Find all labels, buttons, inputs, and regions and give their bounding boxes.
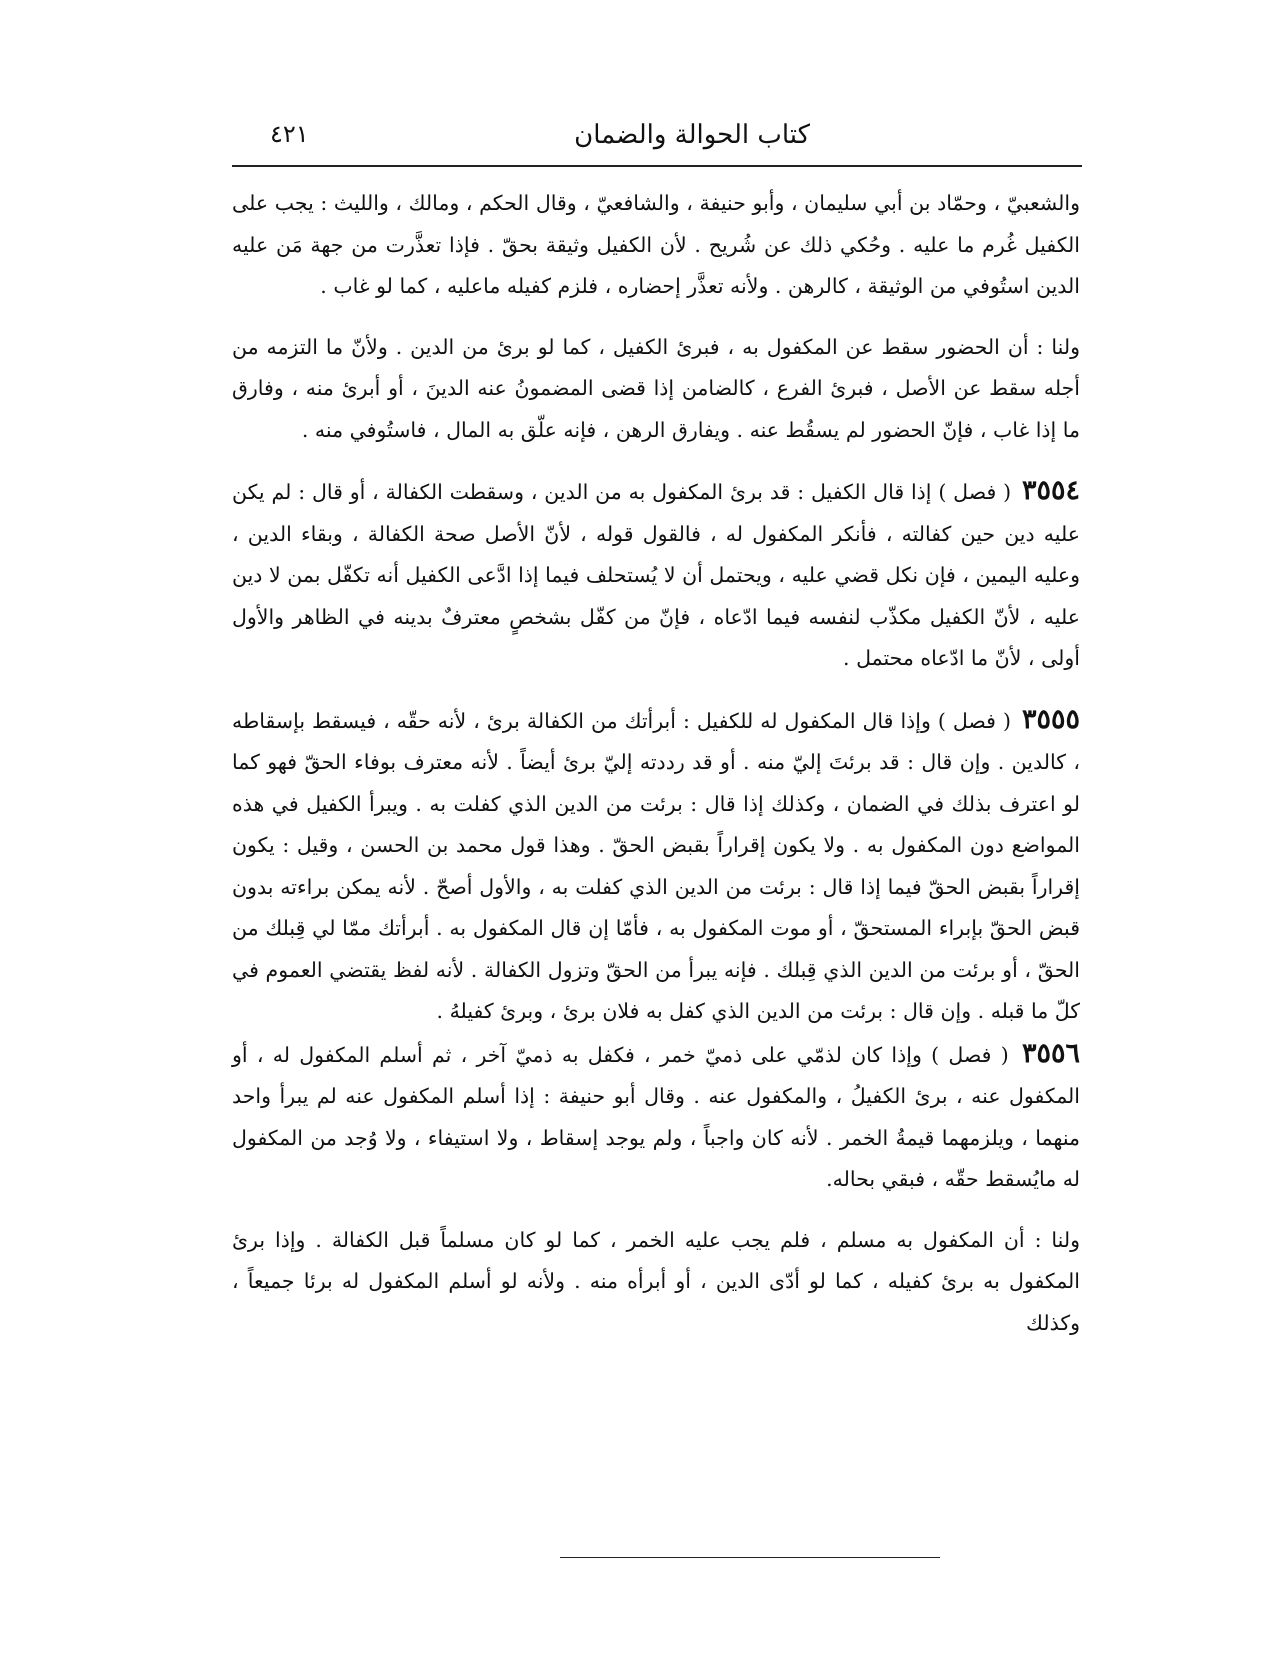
section-number: ٣٥٥٤ bbox=[1021, 475, 1080, 506]
paragraph-text: ولنا : أن الحضور سقط عن المكفول به ، فبرئ الكفيل ، كما لو برئ من الدين . ولأنّ ما التزمه من أجله سقط عن الأصل ، فبرئ الفرع ، كالضامن إذا قضى المضمونُ عنه الدينَ ، أو أبرئ منه ، وفارق ما إذا غاب ، فإنّ الحضور لم يسقُط عنه . ويفارق الرهن ، فإنه علّق به المال ، فاستُوفي منه . bbox=[232, 334, 1080, 442]
running-title: كتاب الحوالة والضمان bbox=[574, 120, 810, 150]
header-rule bbox=[232, 165, 1082, 167]
page-header bbox=[230, 112, 1080, 162]
paragraph-text: ( فصل ) وإذا قال المكفول له للكفيل : أبرأتك من الكفالة برئ ، لأنه حقّه ، فيسقط بإسقاطه ، كالدين . وإن قال : قد برئتَ إليّ منه . أو قد رددته إليّ برئ أيضاً . لأنه معترف بوفاء الحقّ فهو كما لو اعترف بذلك في الضمان ، وكذلك إذا قال : برئت من الدين الذي كفلت به . ويبرأ الكفيل في هذه المواضع دون المكفول به . ولا يكون إقراراً بقبض الحقّ . وهذا قول محمد بن الحسن ، وقيل : يكون إقراراً بقبض الحقّ فيما إذا قال : برئت من الدين الذي كفلت به ، والأول أصحّ . لأنه يمكن براءته بدون قبض الحقّ بإبراء المستحقّ ، أو موت المكفول به ، فأمّا إن قال المكفول به . أبرأتك ممّا لي قِبلك من الحقّ ، أو برئت من الدين الذي قِبلك . فإنه يبرأ من الحقّ وتزول الكفالة . لأنه لفظ يقتضي العموم في كلّ ما قبله . وإن قال : برئت من الدين الذي كفل به فلان برئ ، وبرئ كفيلهُ . bbox=[232, 708, 1080, 1023]
paragraph bbox=[232, 183, 1080, 308]
section-paragraph bbox=[232, 470, 1080, 680]
section-paragraph bbox=[232, 699, 1080, 1033]
section-number: ٣٥٥٦ bbox=[1021, 1037, 1080, 1069]
paragraph bbox=[232, 1220, 1080, 1345]
footer-rule bbox=[560, 1557, 940, 1558]
paragraph-text: ( فصل ) وإذا كان لذمّي على ذميّ خمر ، فكفل به ذميّ آخر ، ثم أسلم المكفول له ، أو المكفول عنه ، برئ الكفيلُ ، والمكفول عنه . وقال أبو حنيفة : إذا أسلم المكفول عنه لم يبرأ واحد منهما ، ويلزمهما قيمةُ الخمر . لأنه كان واجباً ، ولم يوجد إسقاط ، ولا استيفاء ، ولا وُجد من المكفول له مايُسقط حقّه ، فبقي بحاله. bbox=[232, 1042, 1080, 1191]
page-number: ٤٢١ bbox=[270, 120, 309, 148]
paragraph-text: ( فصل ) إذا قال الكفيل : قد برئ المكفول به من الدين ، وسقطت الكفالة ، أو قال : لم يكن عليه دين حين كفالته ، فأنكر المكفول له ، فالقول قوله ، لأنّ الأصل صحة الكفالة ، وبقاء الدين ، وعليه اليمين ، فإن نكل قضي عليه ، ويحتمل أن لا يُستحلف فيما إذا ادَّعى الكفيل أنه تكفّل بمن لا دين عليه ، لأنّ الكفيل مكذّب لنفسه فيما ادّعاه ، فإنّ من كفّل بشخصٍ معترفٌ بدينه في الظاهر والأول أولى ، لأنّ ما ادّعاه محتمل . bbox=[232, 480, 1080, 670]
body-text bbox=[232, 183, 1080, 1344]
section-number: ٣٥٥٥ bbox=[1021, 703, 1080, 735]
paragraph-text: والشعبيّ ، وحمّاد بن أبي سليمان ، وأبو حنيفة ، والشافعيّ ، وقال الحكم ، ومالك ، والليث : يجب على الكفيل غُرم ما عليه . وحُكي ذلك عن شُريح . لأن الكفيل وثيقة بحقّ . فإذا تعذَّرت من جهة مَن عليه الدين استُوفي من الوثيقة ، كالرهن . ولأنه تعذَّر إحضاره ، فلزم كفيله ماعليه ، كما لو غاب . bbox=[232, 191, 1080, 298]
section-paragraph bbox=[232, 1033, 1080, 1201]
paragraph-text: ولنا : أن المكفول به مسلم ، فلم يجب عليه الخمر ، كما لو كان مسلماً قبل الكفالة . وإذا برئ المكفول به برئ كفيله ، كما لو أدّى الدين ، أو أبرأه منه . ولأنه لو أسلم المكفول له برئا جميعاً ، وكذلك bbox=[232, 1227, 1080, 1335]
paragraph bbox=[232, 327, 1080, 452]
